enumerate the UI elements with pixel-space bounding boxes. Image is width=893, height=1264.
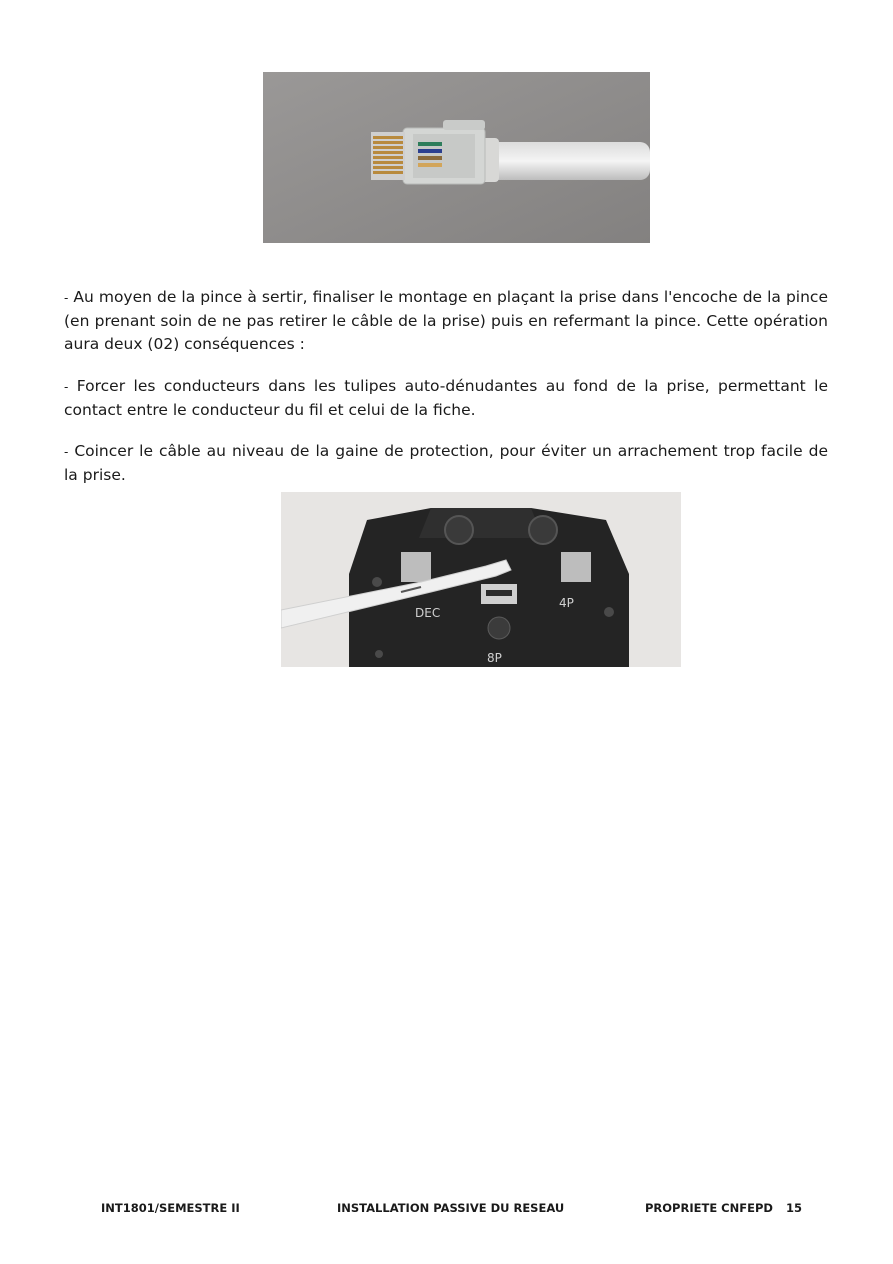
label-4p: 4P (559, 596, 574, 610)
paragraph-crimp-instruction: - Au moyen de la pince à sertir, finaliser le montage en plaçant la prise dans l'encoche de la pince (en prenant soin de ne pas retirer le câble de la prise) puis en refermant la pince. Cette opération aura deux (02) conséquences : (64, 287, 828, 353)
paragraph-text: Coincer le câble au niveau de la gaine de protection, pour éviter un arrachement trop facile de la prise. (64, 441, 828, 484)
paragraph-lock-cable: - Coincer le câble au niveau de la gaine de protection, pour éviter un arrachement trop facile de la prise. (64, 441, 828, 484)
label-dec: DEC (415, 606, 441, 620)
paragraph-text: Forcer les conducteurs dans les tulipes auto-dénudantes au fond de la prise, permettant le contact entre le conducteur du fil et celui de la fiche. (64, 376, 828, 419)
crimping-tool-photo (281, 492, 681, 667)
footer-course-code: INT1801/SEMESTRE II (101, 1201, 240, 1215)
page-number: 15 (786, 1201, 803, 1215)
label-8p: 8P (487, 651, 502, 665)
paragraph-force-conductors: - Forcer les conducteurs dans les tulipes auto-dénudantes au fond de la prise, permettant le contact entre le conducteur du fil et celui de la fiche. (64, 376, 828, 419)
footer-owner: PROPRIETE CNFEPD (645, 1201, 773, 1215)
footer-document-title: INSTALLATION PASSIVE DU RESEAU (337, 1201, 565, 1215)
rj45-connector-photo (263, 72, 650, 243)
paragraph-text: Au moyen de la pince à sertir, finaliser le montage en plaçant la prise dans l'encoche de la pince (en prenant soin de ne pas retirer le câble de la prise) puis en refermant la pince. Cette opération aura deux (02) conséquences : (64, 287, 828, 353)
